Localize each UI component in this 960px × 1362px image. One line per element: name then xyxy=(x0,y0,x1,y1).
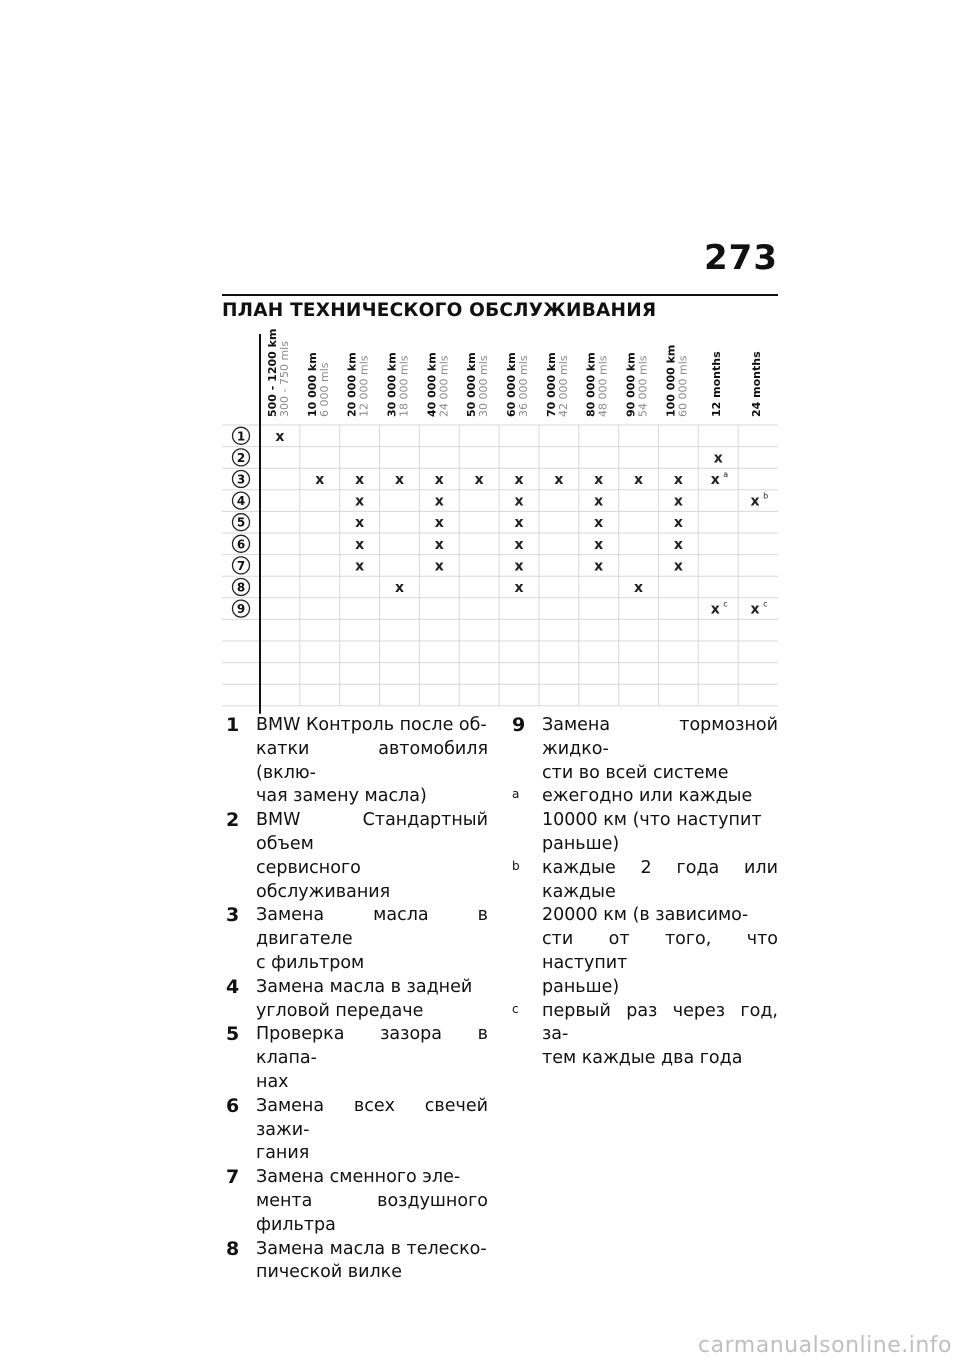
schedule-mark: x xyxy=(594,472,604,488)
column-header-sub: 48 000 mls xyxy=(596,355,610,417)
legend-item xyxy=(226,1095,488,1166)
column-header xyxy=(425,352,450,417)
schedule-mark: x xyxy=(514,515,524,532)
schedule-mark-footnote: b xyxy=(763,491,769,501)
schedule-mark: x xyxy=(514,536,524,553)
row-number: 9 xyxy=(236,602,246,617)
schedule-mark: x xyxy=(394,472,404,488)
schedule-mark: x xyxy=(750,493,760,510)
schedule-mark: x xyxy=(594,536,604,553)
column-header-sub: 24 000 mls xyxy=(437,355,451,417)
schedule-mark: x xyxy=(514,558,524,575)
footnote-text: ежегодно или каждые 10000 км (что наступит раньше) xyxy=(542,786,762,854)
column-header xyxy=(710,351,723,417)
column-header-main: 24 months xyxy=(750,351,764,417)
legend-text: BMW Стандартный объем сервисного обслуживания xyxy=(256,810,488,902)
schedule-mark: x xyxy=(355,472,365,488)
footnote-mark: c xyxy=(512,1001,519,1016)
column-header xyxy=(585,352,610,417)
schedule-mark: x xyxy=(673,493,683,510)
legend-item xyxy=(226,976,488,1024)
column-header xyxy=(545,352,570,417)
schedule-mark: x xyxy=(514,472,524,488)
column-header xyxy=(505,352,530,417)
row-number: 7 xyxy=(236,558,246,573)
column-header-main: 500 - 1200 km xyxy=(265,328,279,417)
column-header-sub: 54 000 mls xyxy=(636,355,650,417)
column-header xyxy=(385,352,410,417)
legend-num: 9 xyxy=(512,714,526,736)
schedule-mark: x xyxy=(434,558,444,575)
legend-footnote xyxy=(512,857,778,1000)
schedule-mark: x xyxy=(355,536,365,553)
legend-item xyxy=(512,714,778,785)
schedule-mark: x xyxy=(355,558,365,575)
legend-item xyxy=(226,904,488,975)
column-header-main: 80 000 km xyxy=(584,352,598,417)
column-header-main: 20 000 km xyxy=(345,352,359,417)
column-header-main: 50 000 km xyxy=(465,352,479,417)
column-header-sub: 12 000 mls xyxy=(357,355,371,417)
schedule-mark: x xyxy=(594,515,604,532)
schedule-mark: x xyxy=(750,601,760,618)
legend-num: 8 xyxy=(226,1237,240,1260)
column-header-sub: 36 000 mls xyxy=(517,355,530,417)
schedule-mark-footnote: a xyxy=(723,470,729,479)
legend-text: Замена тормозной жидко- сти во всей системе xyxy=(542,715,778,783)
schedule-mark: x xyxy=(673,536,683,553)
column-header-main: 10 000 km xyxy=(305,352,319,417)
schedule-mark: x xyxy=(673,472,683,488)
legend-item xyxy=(226,714,488,809)
column-header xyxy=(266,329,291,417)
column-header xyxy=(306,352,331,417)
column-header-sub: 60 000 mls xyxy=(676,355,690,417)
column-header-sub: 18 000 mls xyxy=(397,355,411,417)
column-header-main: 12 months xyxy=(710,351,724,417)
legend-num: 2 xyxy=(226,809,240,832)
legend-num: 1 xyxy=(226,714,240,736)
column-header xyxy=(465,352,490,417)
schedule-mark: x xyxy=(514,493,524,510)
column-header-sub: 6 000 mls xyxy=(317,362,331,417)
schedule-mark: x xyxy=(673,515,683,532)
schedule-mark: x xyxy=(514,580,524,596)
schedule-mark-footnote: c xyxy=(723,599,728,609)
schedule-mark: x xyxy=(474,472,484,488)
schedule-mark: x xyxy=(275,428,285,445)
legend-text: Проверка зазора в клапа- нах xyxy=(256,1024,488,1092)
column-header xyxy=(750,351,763,417)
schedule-mark: x xyxy=(434,515,444,532)
row-number: 5 xyxy=(236,515,246,530)
row-number: 3 xyxy=(236,472,246,487)
legend-item xyxy=(226,1238,488,1286)
schedule-mark: x xyxy=(434,472,444,488)
column-header xyxy=(625,352,650,417)
schedule-mark: x xyxy=(713,450,723,467)
legend-text: Замена масла в двигателе с фильтром xyxy=(256,905,488,973)
column-header-main: 70 000 km xyxy=(544,352,558,417)
legend-item xyxy=(226,809,488,904)
column-header-main: 30 000 km xyxy=(385,352,399,417)
column-header-main: 90 000 km xyxy=(624,352,638,417)
legend-item xyxy=(226,1166,488,1237)
legend-num: 5 xyxy=(226,1023,240,1046)
legend-text: BMW Контроль после об- катки автомобиля (вклю- чая замену масла) xyxy=(256,715,488,807)
section-title: ПЛАН ТЕХНИЧЕСКОГО ОБСЛУЖИВАНИЯ xyxy=(222,300,657,321)
legend-left xyxy=(226,714,488,1285)
legend-text: Замена масла в телеско- пической вилке xyxy=(256,1238,487,1283)
legend-text: Замена масла в задней угловой передаче xyxy=(256,976,473,1021)
row-number: 2 xyxy=(236,450,246,465)
schedule-mark: x xyxy=(554,472,564,488)
column-header-main: 60 000 km xyxy=(505,352,518,417)
schedule-mark: x xyxy=(315,472,325,488)
column-header xyxy=(664,345,689,417)
column-header-main: 100 000 km xyxy=(664,344,678,417)
schedule-mark: x xyxy=(594,558,604,575)
schedule-mark-footnote: c xyxy=(763,599,768,609)
column-header-sub: 300 - 750 mls xyxy=(277,341,291,417)
legend-num: 4 xyxy=(226,975,240,998)
legend-footnote xyxy=(512,1000,778,1071)
schedule-mark: x xyxy=(434,493,444,510)
schedule-mark: x xyxy=(673,558,683,575)
schedule-mark: x xyxy=(634,580,644,596)
column-header-sub: 30 000 mls xyxy=(477,355,491,417)
footnote-mark: b xyxy=(512,858,520,873)
legend-footnote xyxy=(512,785,778,856)
column-header-main: 40 000 km xyxy=(425,352,439,417)
page-number: 273 xyxy=(704,238,778,278)
row-number: 4 xyxy=(236,494,246,509)
legend-num: 7 xyxy=(226,1166,240,1189)
legend-item xyxy=(226,1023,488,1094)
schedule-mark: x xyxy=(710,601,720,618)
schedule-mark: x xyxy=(394,580,404,596)
footnote-text: каждые 2 года или каждые 20000 км (в зависимо- сти от того, что наступит раньше) xyxy=(542,857,778,997)
footnote-text: первый раз через год, за- тем каждые два года xyxy=(542,1000,778,1069)
footer-watermark: carmanualsonline.info xyxy=(698,1333,952,1358)
column-header-sub: 42 000 mls xyxy=(556,355,570,417)
legend-num: 6 xyxy=(226,1094,240,1117)
row-number: 8 xyxy=(236,580,246,595)
schedule-mark: x xyxy=(434,536,444,553)
legend-text: Замена всех свечей зажи- гания xyxy=(256,1095,488,1164)
schedule-mark: x xyxy=(355,493,365,510)
column-header xyxy=(346,352,371,417)
row-number: 1 xyxy=(236,429,246,444)
legend-num: 3 xyxy=(226,904,240,927)
schedule-mark: x xyxy=(634,472,644,488)
schedule-mark: x xyxy=(710,472,720,488)
legend-text: Замена сменного эле- мента воздушного фильтра xyxy=(256,1167,488,1235)
footnote-mark: a xyxy=(512,787,520,802)
row-number: 6 xyxy=(236,537,246,552)
schedule-mark: x xyxy=(594,493,604,510)
schedule-mark: x xyxy=(355,515,365,532)
legend-right xyxy=(512,714,778,1071)
